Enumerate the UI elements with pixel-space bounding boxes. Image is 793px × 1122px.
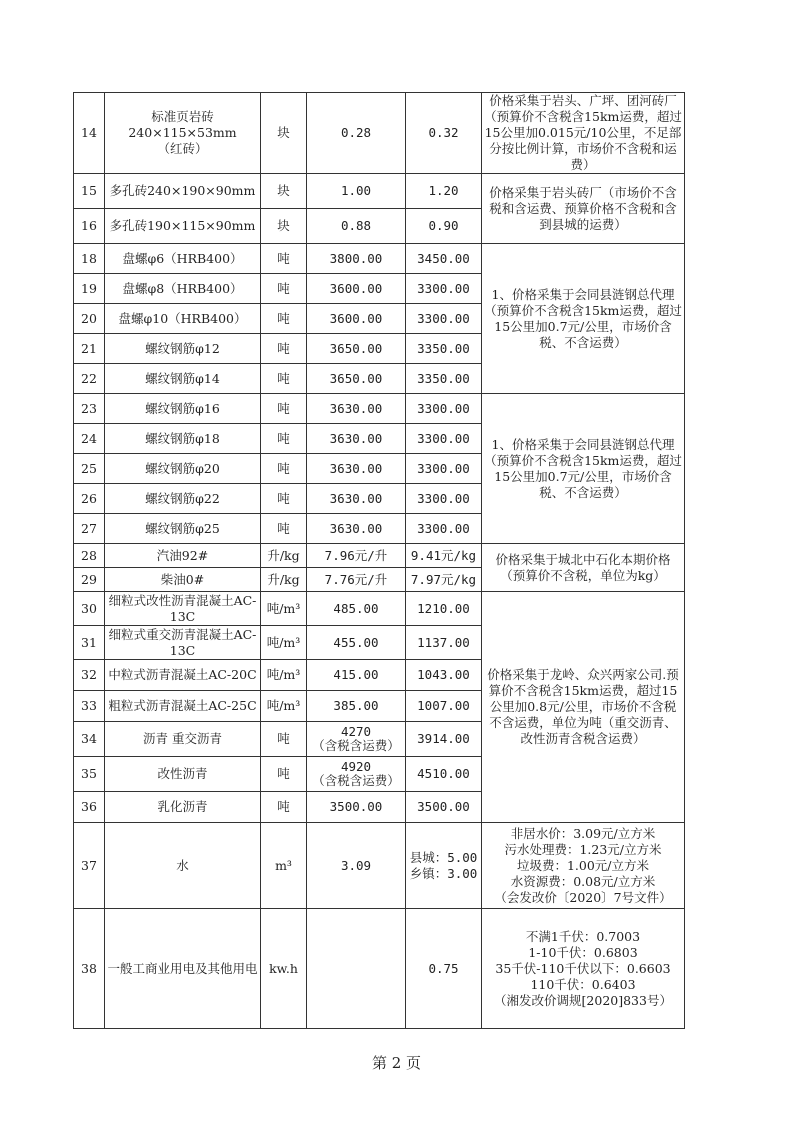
row-number: 21 [74,334,105,364]
row-number: 37 [74,823,105,909]
row-number: 29 [74,568,105,592]
market-price: 9.41元/kg [406,544,482,568]
material-name: 汽油92# [105,544,261,568]
market-price: 4510.00 [406,757,482,792]
budget-price: 3800.00 [307,244,406,274]
unit: 吨 [261,304,307,334]
row-number: 15 [74,174,105,209]
table-row [74,592,685,626]
unit: 吨/m³ [261,626,307,660]
material-name: 盘螺φ6（HRB400） [105,244,261,274]
row-number: 23 [74,394,105,424]
material-name: 螺纹钢筋φ25 [105,514,261,544]
row-number: 27 [74,514,105,544]
unit: 吨 [261,394,307,424]
remark: 价格采集于岩头砖厂（市场价不含税和含运费、预算价格不含税和含到县城的运费） [482,174,685,244]
material-name: 乳化沥青 [105,792,261,823]
market-price: 0.75 [406,909,482,1029]
row-number: 26 [74,484,105,514]
unit: 升/kg [261,544,307,568]
material-name: 粗粒式沥青混凝土AC-25C [105,691,261,722]
row-number: 18 [74,244,105,274]
unit: m³ [261,823,307,909]
market-price: 1.20 [406,174,482,209]
material-name: 盘螺φ8（HRB400） [105,274,261,304]
material-name: 水 [105,823,261,909]
unit: 吨 [261,454,307,484]
row-number: 38 [74,909,105,1029]
budget-price: 7.76元/升 [307,568,406,592]
material-name: 螺纹钢筋φ12 [105,334,261,364]
row-number: 34 [74,722,105,757]
budget-price: 385.00 [307,691,406,722]
material-name: 螺纹钢筋φ16 [105,394,261,424]
market-price: 3350.00 [406,364,482,394]
market-price: 7.97元/kg [406,568,482,592]
market-price: 3500.00 [406,792,482,823]
unit: 吨 [261,722,307,757]
row-number: 16 [74,209,105,244]
row-number: 36 [74,792,105,823]
unit: 吨 [261,334,307,364]
remark: 1、价格采集于会同县涟钢总代理（预算价不含税含15km运费，超过15公里加0.7元/公里，市场价含税、不含运费） [482,394,685,544]
market-price: 3300.00 [406,514,482,544]
remark: 1、价格采集于会同县涟钢总代理（预算价不含税含15km运费，超过15公里加0.7元/公里，市场价含税、不含运费） [482,244,685,394]
material-name: 沥青 重交沥青 [105,722,261,757]
unit: 块 [261,93,307,174]
budget-price: 3600.00 [307,274,406,304]
remark: 非居水价：3.09元/立方米 污水处理费：1.23元/立方米 垃圾费：1.00元/立方米 水资源费：0.08元/立方米 （会发改价〔2020〕7号文件） [482,823,685,909]
row-number: 33 [74,691,105,722]
material-name: 盘螺φ10（HRB400） [105,304,261,334]
row-number: 32 [74,660,105,691]
budget-price: 3.09 [307,823,406,909]
remark: 价格采集于城北中石化本期价格（预算价不含税，单位为kg） [482,544,685,592]
material-name: 改性沥青 [105,757,261,792]
row-number: 25 [74,454,105,484]
budget-price: 485.00 [307,592,406,626]
budget-price: 3630.00 [307,394,406,424]
market-price: 0.32 [406,93,482,174]
unit: 吨/m³ [261,592,307,626]
row-number: 35 [74,757,105,792]
material-name: 多孔砖190×115×90mm [105,209,261,244]
budget-price: 3630.00 [307,514,406,544]
market-price: 1210.00 [406,592,482,626]
market-price: 3300.00 [406,454,482,484]
remark: 不满1千伏：0.7003 1-10千伏：0.6803 35千伏-110千伏以下：0.6603 110千伏：0.6403 （湘发改价调规[2020]833号） [482,909,685,1029]
page-number: 第 2 页 [371,1054,422,1072]
market-price: 3450.00 [406,244,482,274]
row-number: 20 [74,304,105,334]
market-price: 3300.00 [406,484,482,514]
budget-price: 1.00 [307,174,406,209]
market-price: 3300.00 [406,304,482,334]
unit: 吨 [261,274,307,304]
material-name: 多孔砖240×190×90mm [105,174,261,209]
material-name: 细粒式重交沥青混凝土AC-13C [105,626,261,660]
unit: 吨 [261,244,307,274]
budget-price: 7.96元/升 [307,544,406,568]
unit: 吨 [261,792,307,823]
unit: kw.h [261,909,307,1029]
remark: 价格采集于岩头、广坪、团河砖厂（预算价不含税含15km运费，超过15公里加0.015元/10公里，不足部分按比例计算，市场价不含税和运费） [482,93,685,174]
table-row [74,174,685,209]
market-price: 3914.00 [406,722,482,757]
budget-price: 3630.00 [307,484,406,514]
market-price: 3350.00 [406,334,482,364]
unit: 吨 [261,514,307,544]
material-name: 螺纹钢筋φ20 [105,454,261,484]
row-number: 30 [74,592,105,626]
table-row [74,93,685,174]
budget-price: 3630.00 [307,454,406,484]
price-table [73,92,685,1029]
row-number: 14 [74,93,105,174]
material-name: 螺纹钢筋φ18 [105,424,261,454]
market-price: 0.90 [406,209,482,244]
material-name: 一般工商业用电及其他用电 [105,909,261,1029]
unit: 吨 [261,757,307,792]
unit: 吨/m³ [261,660,307,691]
budget-price: 3630.00 [307,424,406,454]
budget-price: 0.88 [307,209,406,244]
unit: 吨 [261,424,307,454]
budget-price: 0.28 [307,93,406,174]
market-price: 1137.00 [406,626,482,660]
market-price: 3300.00 [406,394,482,424]
unit: 块 [261,209,307,244]
material-name: 螺纹钢筋φ14 [105,364,261,394]
table-row [74,244,685,274]
unit: 块 [261,174,307,209]
market-price: 1043.00 [406,660,482,691]
budget-price: 4270 （含税含运费） [307,722,406,757]
row-number: 31 [74,626,105,660]
row-number: 24 [74,424,105,454]
market-price: 县城：5.00 乡镇：3.00 [406,823,482,909]
row-number: 19 [74,274,105,304]
market-price: 1007.00 [406,691,482,722]
budget-price: 3650.00 [307,334,406,364]
budget-price: 415.00 [307,660,406,691]
material-name: 中粒式沥青混凝土AC-20C [105,660,261,691]
budget-price [307,909,406,1029]
unit: 吨/m³ [261,691,307,722]
material-name: 标准页岩砖 240×115×53mm （红砖） [105,93,261,174]
budget-price: 455.00 [307,626,406,660]
row-number: 22 [74,364,105,394]
budget-price: 3500.00 [307,792,406,823]
unit: 吨 [261,484,307,514]
unit: 升/kg [261,568,307,592]
remark: 价格采集于龙岭、众兴两家公司.预算价不含税含15km运费，超过15公里加0.8元/公里，市场价不含税不含运费，单位为吨（重交沥青、改性沥青含税含运费） [482,592,685,823]
budget-price: 4920 （含税含运费） [307,757,406,792]
table-row [74,909,685,1029]
budget-price: 3650.00 [307,364,406,394]
row-number: 28 [74,544,105,568]
market-price: 3300.00 [406,274,482,304]
material-name: 细粒式改性沥青混凝土AC-13C [105,592,261,626]
table-row [74,544,685,568]
market-price: 3300.00 [406,424,482,454]
material-name: 柴油0# [105,568,261,592]
table-row [74,823,685,909]
table-row [74,394,685,424]
budget-price: 3600.00 [307,304,406,334]
unit: 吨 [261,364,307,394]
material-name: 螺纹钢筋φ22 [105,484,261,514]
